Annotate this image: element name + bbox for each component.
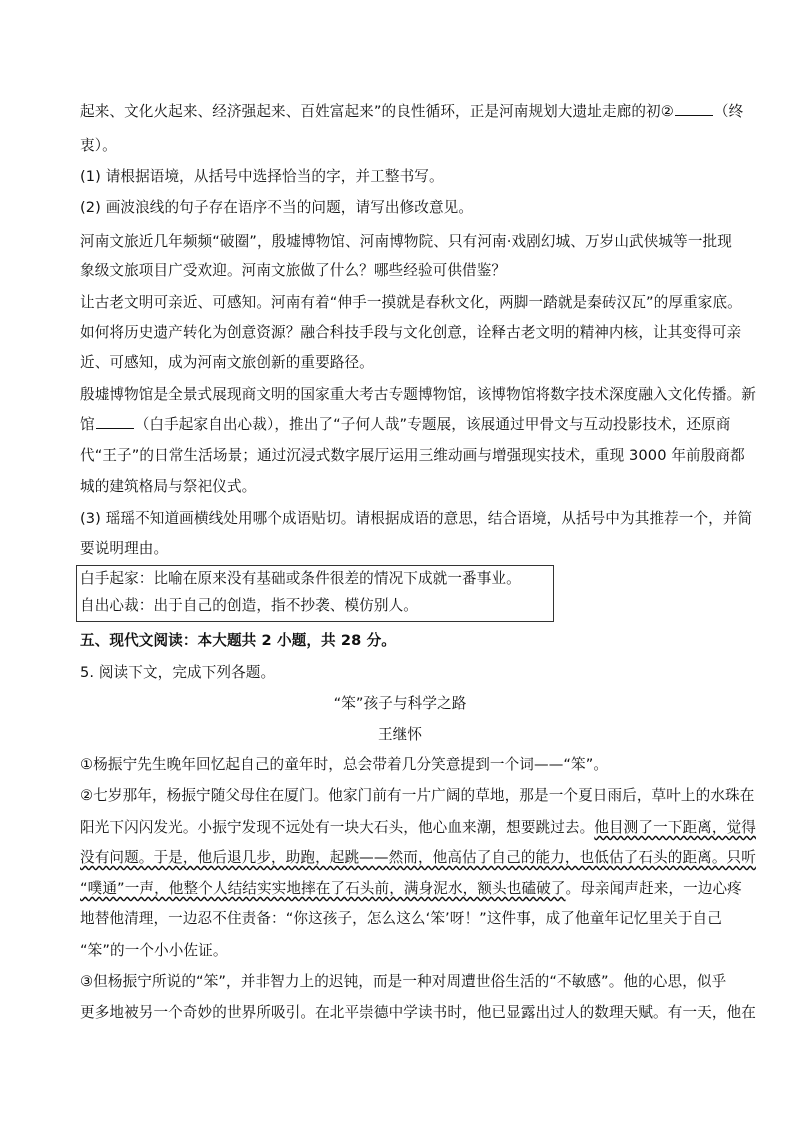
article-text: 阳光下闪闪发光。小振宁发现不远处有一块大石头，他心血来潮，想要跳过去。 [80,819,595,836]
article-text: 。母亲闻声赶来，一边心疼 [565,880,742,897]
passage-line: 衷）。 [80,137,117,154]
article-paragraph-3: 更多地被另一个奇妙的世界所吸引。在北平崇德中学读书时，他已显露出过人的数理天赋。有一天，他在 [80,1004,756,1021]
question-3: 要说明理由。 [80,540,169,557]
question-3: (3) 瑶瑶不知道画横线处用哪个成语贴切。请根据成语的意思，结合语境，从括号中为其推荐一个，并简 [80,510,753,527]
passage-line [80,103,744,121]
wavy-underlined-text: 他目测了一下距离，觉得 [594,819,756,836]
paragraph-line-wavy: 如何将历史遗产转化为创意资源？融合科技手段与文化创意，诠释古老文明的精神内核，让其变得可亲 [80,324,742,341]
definition-2: 自出心裁：出于自己的创造，指不抄袭、模仿别人。 [80,597,418,614]
paragraph-line: 代“王子”的日常生活场景；通过沉浸式数字展厅运用三维动画与增强现实技术，重现 3000 年前殷商都 [80,447,745,464]
answer-blank[interactable] [675,103,713,116]
article-paragraph-3: ③但杨振宁所说的“笨”，并非智力上的迟钝，而是一种对周遭世俗生活的“不敏感”。他的心思，似乎 [80,973,727,990]
paragraph-line: 殷墟博物馆是全景式展现商文明的国家重大考古专题博物馆，该博物馆将数字技术深度融入文化传播。新 [80,386,756,403]
article-paragraph-2: 地替他清理，一边忍不住责备：“你这孩子，怎么这么‘笨’呀！”这件事，成了他童年记忆里关于自己 [80,910,722,927]
article-paragraph-2: “笨”的一个小小佐证。 [80,942,228,959]
question-1: (1) 请根据语境，从括号中选择恰当的字，并工整书写。 [80,168,444,185]
wavy-underlined-text: 没有问题。于是，他后退几步，助跑，起跳——然而，他高估了自己的能力，也低估了石头的距离。只听 [80,849,756,866]
paragraph-line: 象级文旅项目广受欢迎。河南文旅做了什么？哪些经验可供借鉴？ [80,262,507,279]
definition-1: 白手起家：比喻在原来没有基础或条件很差的情况下成就一番事业。 [80,570,521,587]
answer-blank[interactable] [96,416,134,429]
definition-box [76,565,554,622]
passage-text: 起来、文化火起来、经济强起来、百姓富起来”的良性循环，正是河南规划大遗址走廊的初② [80,103,674,120]
paragraph-line [80,416,731,434]
section-heading: 五、现代文阅读：本大题共 2 小题，共 28 分。 [80,632,396,649]
paragraph-line: 城的建筑格局与祭祀仪式。 [80,478,257,495]
article-paragraph-1: ①杨振宁先生晚年回忆起自己的童年时，总会带着几分笑意提到一个词——“笨”。 [80,756,609,773]
paragraph-text: 馆 [80,416,95,433]
wavy-underlined-text: “噗通”一声，他整个人结结实实地摔在了石头前，满身泥水，额头也磕破了 [80,880,566,897]
question-2: (2) 画波浪线的句子存在语序不当的问题，请写出修改意见。 [80,199,474,216]
article-paragraph-2 [80,880,742,898]
paragraph-line: 河南文旅近几年频频“破圈”，殷墟博物馆、河南博物院、只有河南·戏剧幻城、万岁山武侠城等一批现 [80,233,732,250]
paragraph-text: （白手起家自出心裁），推出了“子何人哉”专题展，该展通过甲骨文与互动投影技术，还原商 [134,416,731,433]
section-instruction: 5. 阅读下文，完成下列各题。 [80,664,276,681]
paragraph-line: 让古老文明可亲近、可感知。河南有着“伸手一摸就是春秋文化，两脚一踏就是秦砖汉瓦”的厚重家底。 [80,294,742,311]
paragraph-line: 近、可感知，成为河南文旅创新的重要路径。 [80,354,374,371]
article-title: “笨”孩子与科学之路 [333,695,467,712]
article-paragraph-2 [80,819,756,837]
article-paragraph-2: ②七岁那年，杨振宁随父母住在厦门。他家门前有一片广阔的草地，那是一个夏日雨后，草叶上的水珠在 [80,787,755,804]
article-paragraph-2 [80,849,756,867]
article-author: 王继怀 [377,726,423,743]
passage-text: （终 [713,103,744,120]
